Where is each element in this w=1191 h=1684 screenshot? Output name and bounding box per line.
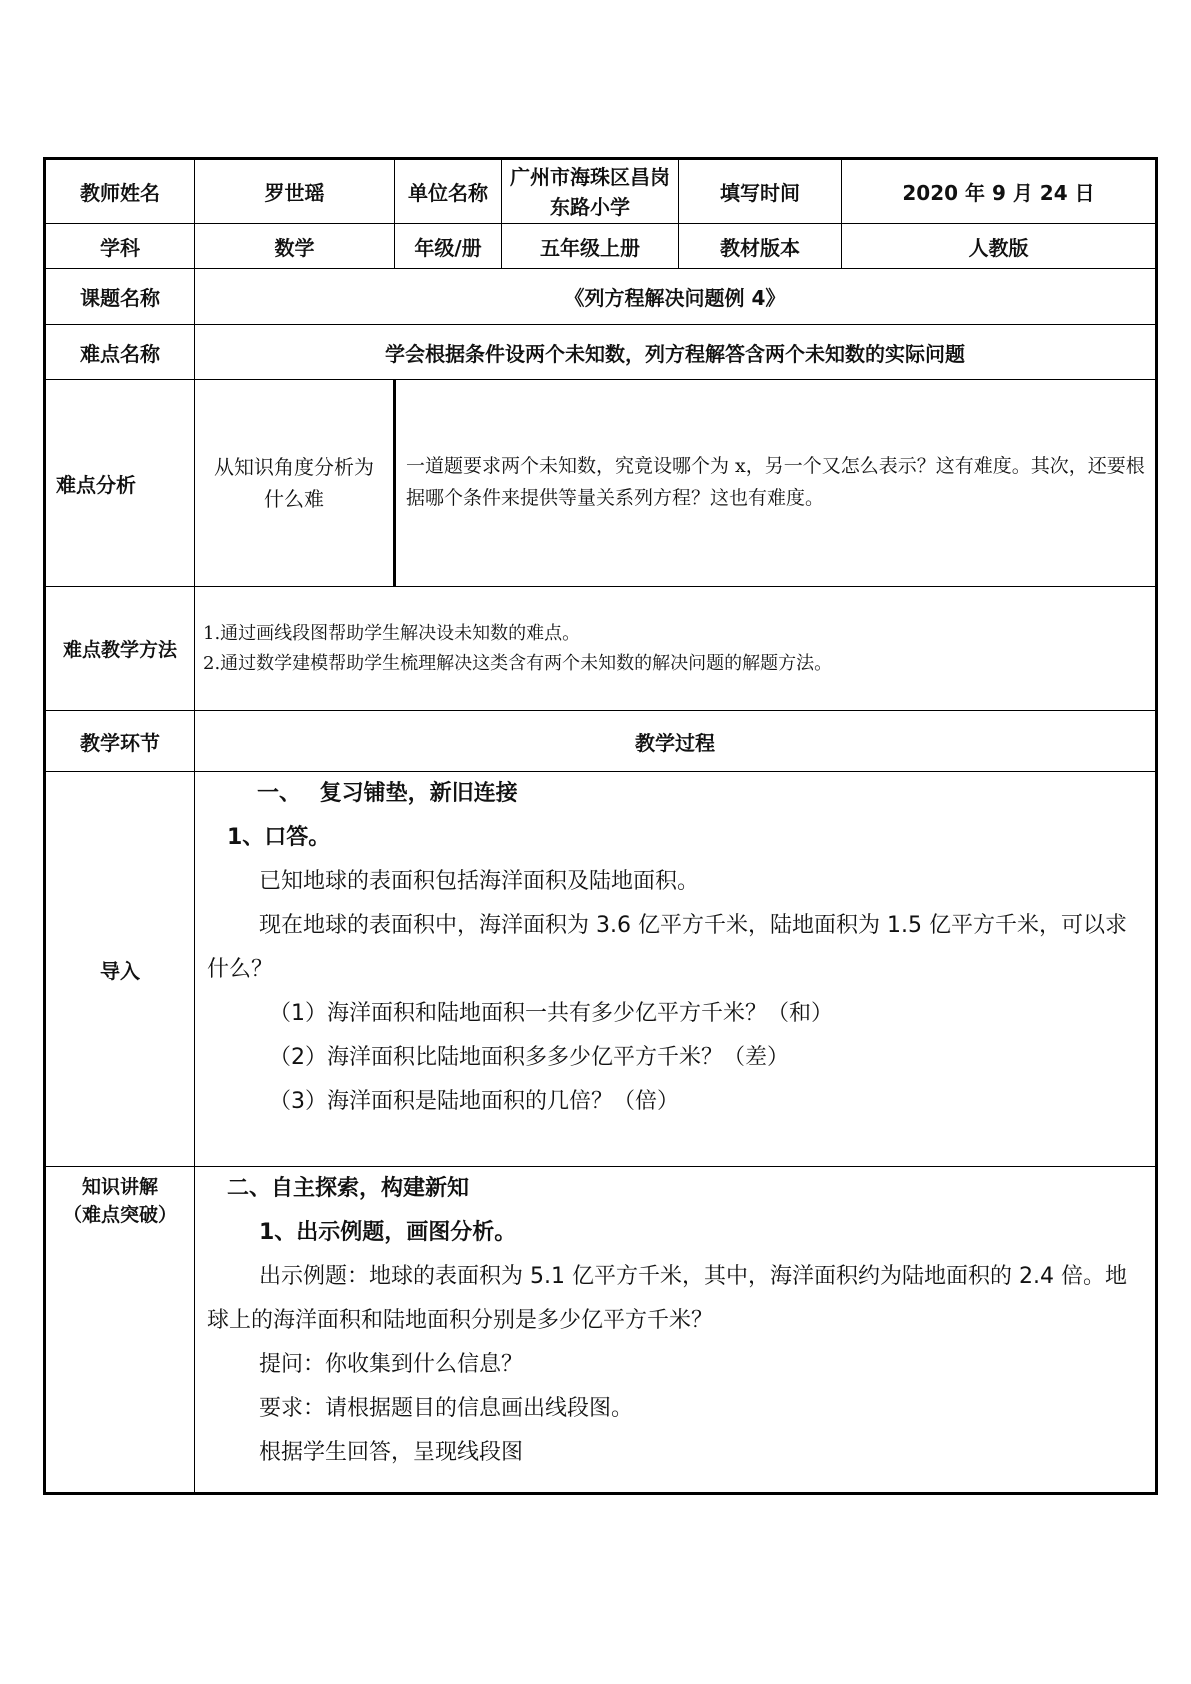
intro-heading: 一、 复习铺垫，新旧连接 [257,781,518,806]
explain-subheading: 1、出示例题，画图分析。 [259,1220,517,1245]
teacher-name-value: 罗世瑶 [195,159,395,224]
explain-heading: 二、自主探索，构建新知 [227,1176,470,1201]
intro-content [195,772,1155,1124]
subject-value: 数学 [195,224,395,269]
intro-line-2: 现在地球的表面积中，海洋面积为 3.6 亿平方千米，陆地面积为 1.5 亿平方千米，可以求什么？ [207,913,1127,982]
process-title: 教学过程 [195,711,1157,772]
methods-row [45,587,1157,711]
explain-cell [195,1167,1157,1494]
intro-question-2: （2）海洋面积比陆地面积多多少亿平方千米？（差） [269,1045,789,1070]
edition-label: 教材版本 [679,224,842,269]
intro-question-1: （1）海洋面积和陆地面积一共有多少亿平方千米？（和） [269,1001,833,1026]
process-header-row [45,711,1157,772]
intro-row [45,772,1157,1167]
explain-line-1: 出示例题：地球的表面积为 5.1 亿平方千米，其中，海洋面积约为陆地面积的 2.4 倍。地球上的海洋面积和陆地面积分别是多少亿平方千米？ [207,1264,1127,1333]
intro-cell [195,772,1157,1167]
fill-time-value: 2020 年 9 月 24 日 [842,159,1157,224]
process-stage-label: 教学环节 [45,711,195,772]
explain-label [45,1167,195,1494]
explain-line-3: 要求：请根据题目的信息画出线段图。 [259,1396,634,1421]
topic-row [45,269,1157,325]
edition-value: 人教版 [842,224,1157,269]
methods-label: 难点教学方法 [45,587,195,711]
header-row-2 [45,224,1157,269]
teacher-name-label: 教师姓名 [45,159,195,224]
explain-label-line1: 知识讲解 [81,1176,158,1198]
analysis-text: 一道题要求两个未知数，究竟设哪个为 x，另一个又怎么表示？这有难度。其次，还要根据哪个条件来提供等量关系列方程？这也有难度。 [406,455,1145,509]
explain-content [195,1167,1155,1475]
unit-label: 单位名称 [395,159,502,224]
grade-value: 五年级上册 [502,224,679,269]
explain-label-line2: （难点突破） [62,1204,177,1226]
header-row-1 [45,159,1157,224]
unit-value [502,159,679,224]
analysis-sublabel [195,380,395,587]
unit-value-line1: 广州市海珠区昌岗 [510,164,670,189]
intro-subheading: 1、口答。 [227,825,331,850]
explain-label-text [46,1167,194,1229]
analysis-sublabel-line2: 什么难 [264,487,324,511]
fill-time-label: 填写时间 [679,159,842,224]
analysis-sublabel-line1: 从知识角度分析为 [214,455,374,479]
lesson-plan-sheet [43,157,1155,1495]
methods-cell [195,587,1157,711]
analysis-cell [395,380,1157,587]
topic-label: 课题名称 [45,269,195,325]
intro-line-1: 已知地球的表面积包括海洋面积及陆地面积。 [259,869,700,894]
intro-label: 导入 [45,772,195,1167]
topic-value: 《列方程解决问题例 4》 [195,269,1157,325]
explain-row [45,1167,1157,1494]
method-item-1: 1.通过画线段图帮助学生解决设未知数的难点。 [203,622,581,644]
method-item-2: 2.通过数学建模帮助学生梳理解决这类含有两个未知数的解决问题的解题方法。 [203,652,833,674]
explain-line-4: 根据学生回答，呈现线段图 [259,1440,524,1465]
difficulty-label: 难点名称 [45,325,195,380]
difficulty-row [45,325,1157,380]
lesson-plan-table [43,157,1158,1495]
explain-line-2: 提问：你收集到什么信息？ [259,1352,524,1377]
difficulty-value: 学会根据条件设两个未知数，列方程解答含两个未知数的实际问题 [195,325,1157,380]
grade-label: 年级/册 [395,224,502,269]
intro-question-3: （3）海洋面积是陆地面积的几倍？（倍） [269,1089,679,1114]
unit-value-line2: 东路小学 [550,194,630,219]
analysis-label: 难点分析 [45,380,195,587]
subject-label: 学科 [45,224,195,269]
analysis-row [45,380,1157,587]
